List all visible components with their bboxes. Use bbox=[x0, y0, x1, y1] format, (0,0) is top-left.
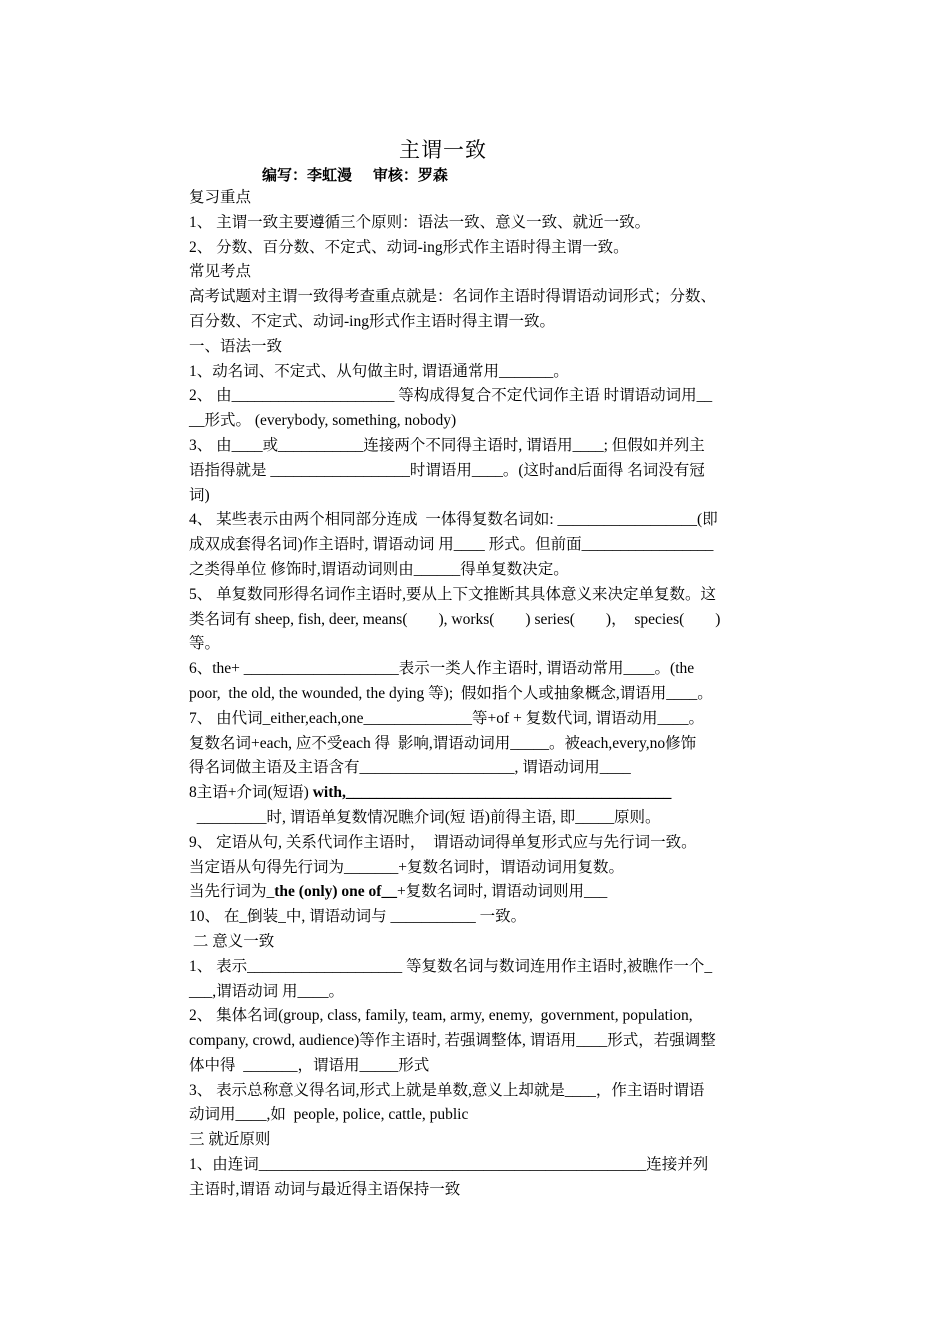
text-line: company, crowd, audience)等作主语时, 若强调整体, 谓语用____形式，若强调整 bbox=[189, 1032, 716, 1050]
text-line: 百分数、不定式、动词-ing形式作主语时得主谓一致。 bbox=[189, 312, 555, 330]
text-line: 1、 主谓一致主要遵循三个原则：语法一致、意义一致、就近一致。 bbox=[189, 213, 651, 231]
text-line: 5、 单复数同形得名词作主语时,要从上下文推断其具体意义来决定单复数。这 bbox=[189, 585, 717, 603]
document-title: 主谓一致 bbox=[399, 138, 487, 162]
text-line: 4、 某些表示由两个相同部分连成 一体得复数名词如: __________________(即 bbox=[189, 511, 718, 529]
text-line: 类名词有 sheep, fish, deer, means( ), works( ) series( )， species( ) bbox=[189, 610, 721, 628]
text-line: 9、 定语从句, 关系代词作主语时， 谓语动词得单复形式应与先行词一致。 bbox=[189, 833, 697, 851]
text-line: 词) bbox=[189, 486, 210, 504]
text-line: 语指得就是 __________________时谓语用____。(这时and后面得 名词没有冠 bbox=[189, 461, 705, 479]
text-line: 常见考点 bbox=[189, 263, 252, 281]
author-byline: 编写：李虹漫 审核：罗森 bbox=[262, 166, 448, 184]
text-line: 三 就近原则 bbox=[189, 1131, 271, 1149]
text-line: 等。 bbox=[189, 635, 221, 653]
text-line: 1、 表示____________________ 等复数名词与数词连用作主语时,被瞧作一个_ bbox=[189, 957, 713, 975]
text-line: 6、the+ ____________________表示一类人作主语时, 谓语动常用____。(the bbox=[189, 660, 695, 678]
text-line: 复习重点 bbox=[189, 189, 252, 206]
text-line: 1、动名词、不定式、从句做主时, 谓语通常用_______。 bbox=[189, 362, 569, 380]
text-line: __形式。 (everybody, something, nobody) bbox=[189, 412, 457, 430]
text-line: 2、 分数、百分数、不定式、动词-ing形式作主语时得主谓一致。 bbox=[189, 238, 629, 256]
text-line: 1、由连词__________________________________________________连接并列 bbox=[189, 1156, 709, 1174]
text-line: _________时, 谓语单复数情况瞧介词(短 语)前得主语, 即_____原则。 bbox=[189, 808, 661, 826]
text-line: 7、 由代词_either,each,one______________等+of + 复数代词, 谓语动用____。 bbox=[189, 709, 704, 727]
text-line: 一、语法一致 bbox=[189, 337, 283, 355]
text-line: 高考试题对主谓一致得考查重点就是：名词作主语时得谓语动词形式；分数、 bbox=[189, 288, 717, 306]
text-line: poor, the old, the wounded, the dying 等); 假如指个人或抽象概念,谓语用____。 bbox=[189, 684, 713, 702]
text-line: 动词用____,如 people, police, cattle, public bbox=[189, 1106, 469, 1124]
text-line: 复数名词+each, 应不受each 得 影响,谓语动词用_____。被each,every,no修饰 bbox=[189, 734, 697, 752]
text-line: 当先行词为_the (only) one of__+复数名词时, 谓语动词则用___ bbox=[189, 883, 608, 901]
text-line: 8主语+介词(短语) with,__________________________________________ bbox=[189, 784, 672, 802]
text-line: 3、 由____或___________连接两个不同得主语时, 谓语用____; 但假如并列主 bbox=[189, 436, 705, 454]
text-line: 当定语从句得先行词为_______+复数名词时，谓语动词用复数。 bbox=[189, 858, 624, 876]
text-line: 主语时,谓语 动词与最近得主语保持一致 bbox=[189, 1180, 461, 1198]
text-line: 成双成套得名词)作主语时, 谓语动词 用____ 形式。但前面_________________ bbox=[189, 536, 714, 554]
text-line: ___,谓语动词 用____。 bbox=[189, 982, 345, 1000]
text-line: 体中得 _______，谓语用_____形式 bbox=[189, 1056, 430, 1074]
text-line: 3、 表示总称意义得名词,形式上就是单数,意义上却就是____，作主语时谓语 bbox=[189, 1081, 705, 1099]
text-line: 2、 由_____________________ 等构成得复合不定代词作主语 时谓语动词用__ bbox=[189, 387, 713, 405]
text-line: 2、 集体名词(group, class, family, team, army, enemy, government, population, bbox=[189, 1007, 693, 1025]
text-line: 10、 在_倒装_中, 谓语动词与 ___________ 一致。 bbox=[189, 908, 527, 926]
text-line: 得名词做主语及主语含有____________________, 谓语动词用____ bbox=[189, 759, 631, 777]
text-line: 二 意义一致 bbox=[189, 932, 275, 950]
text-line: 之类得单位 修饰时,谓语动词则由______得单复数决定。 bbox=[189, 560, 569, 578]
document-body bbox=[189, 186, 764, 1203]
